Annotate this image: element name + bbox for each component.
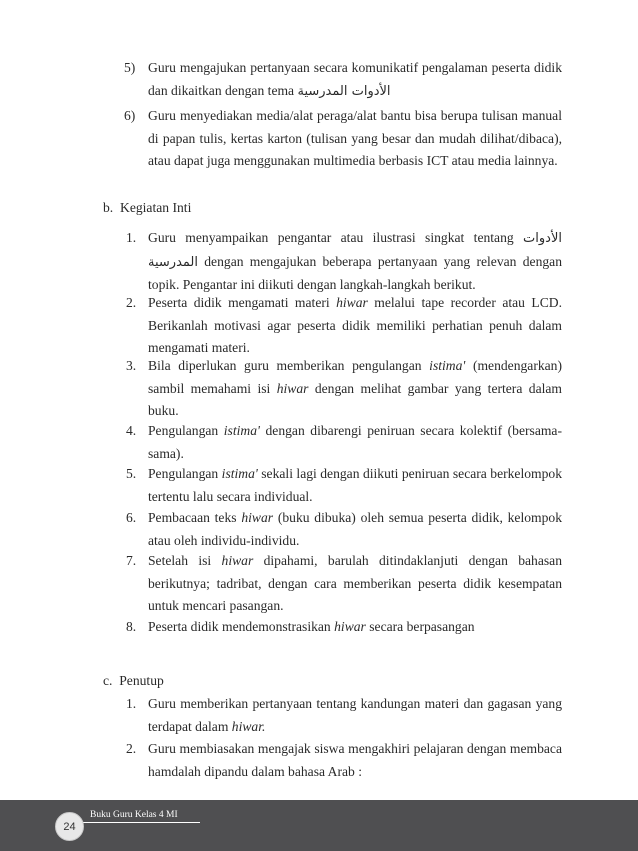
inti-item: 2. Peserta didik mengamati materi hiwar melalui tape recorder atau LCD. Berikanlah motivasi agar peserta didik memiliki perhatian penuh dalam mengamati materi. — [148, 292, 562, 360]
item-number: 4. — [126, 423, 137, 438]
item-number: 6) — [124, 108, 136, 123]
penutup-item: 2. Guru membiasakan mengajak siswa mengakhiri pelajaran dengan membaca hamdalah dipandu dalam bahasa Arab : — [148, 738, 562, 783]
inti-item: 3. Bila diperlukan guru memberikan pengulangan istima' (mendengarkan) sambil memahami isi hiwar dengan melihat gambar yang tertera dalam buku. — [148, 355, 562, 423]
inti-item: 4. Pengulangan istima' dengan dibarengi peniruan secara kolektif (bersama-sama). — [148, 420, 562, 465]
section-inti-heading — [103, 197, 191, 219]
inti-item: 1. Guru menyampaikan pengantar atau ilustrasi singkat tentang الأدوات المدرسية dengan mengajukan beberapa pertanyaan yang relevan dengan topik. Pengantar ini diikuti dengan langkah-langkah berikut. — [148, 227, 562, 297]
penutup-item: 1. Guru memberikan pertanyaan tentang kandungan materi dan gagasan yang terdapat dalam hiwar. — [148, 693, 562, 738]
inti-item: 8. Peserta didik mendemonstrasikan hiwar secara berpasangan — [148, 616, 562, 639]
intro-item-5: 5) Guru mengajukan pertanyaan secara komunikatif pengalaman peserta didik dan dikaitkan dengan tema الأدوات المدرسية — [148, 57, 562, 103]
inti-item: 7. Setelah isi hiwar dipahami, barulah ditindaklanjuti dengan bahasan berikutnya; tadribat, dengan cara memberikan peserta didik kesempatan untuk mencari pasangan. — [148, 550, 562, 618]
item-number: 5) — [124, 60, 136, 75]
book-title: Buku Guru Kelas 4 MI — [90, 810, 178, 820]
section-label: b. — [103, 200, 114, 215]
page-footer — [0, 800, 638, 851]
item-number: 2. — [126, 295, 137, 310]
footer-divider — [82, 822, 200, 823]
item-number: 3. — [126, 358, 137, 373]
arabic-term: الأدوات المدرسية — [148, 231, 562, 270]
arabic-term: الأدوات المدرسية — [297, 83, 391, 99]
section-title: Kegiatan Inti — [120, 200, 192, 215]
item-number: 1. — [126, 230, 137, 245]
intro-item-6: 6) Guru menyediakan media/alat peraga/alat bantu bisa berupa tulisan manual di papan tulis, kertas karton (tulisan yang besar dan mudah dilihat/dibaca), atau dapat juga menggunakan multimedia berbasis ICT atau media lainnya. — [148, 105, 562, 173]
item-number: 6. — [126, 510, 137, 525]
inti-item: 6. Pembacaan teks hiwar (buku dibuka) oleh semua peserta didik, kelompok atau oleh individu-individu. — [148, 507, 562, 552]
section-title: Penutup — [119, 673, 164, 688]
section-penutup-heading — [103, 670, 164, 692]
item-number: 7. — [126, 553, 137, 568]
item-number: 1. — [126, 696, 137, 711]
page-number-badge: 24 — [55, 812, 84, 841]
item-number: 5. — [126, 466, 137, 481]
inti-item: 5. Pengulangan istima' sekali lagi dengan diikuti peniruan secara berkelompok tertentu lalu secara individual. — [148, 463, 562, 508]
item-number: 8. — [126, 619, 137, 634]
item-number: 2. — [126, 741, 137, 756]
section-label: c. — [103, 673, 113, 688]
